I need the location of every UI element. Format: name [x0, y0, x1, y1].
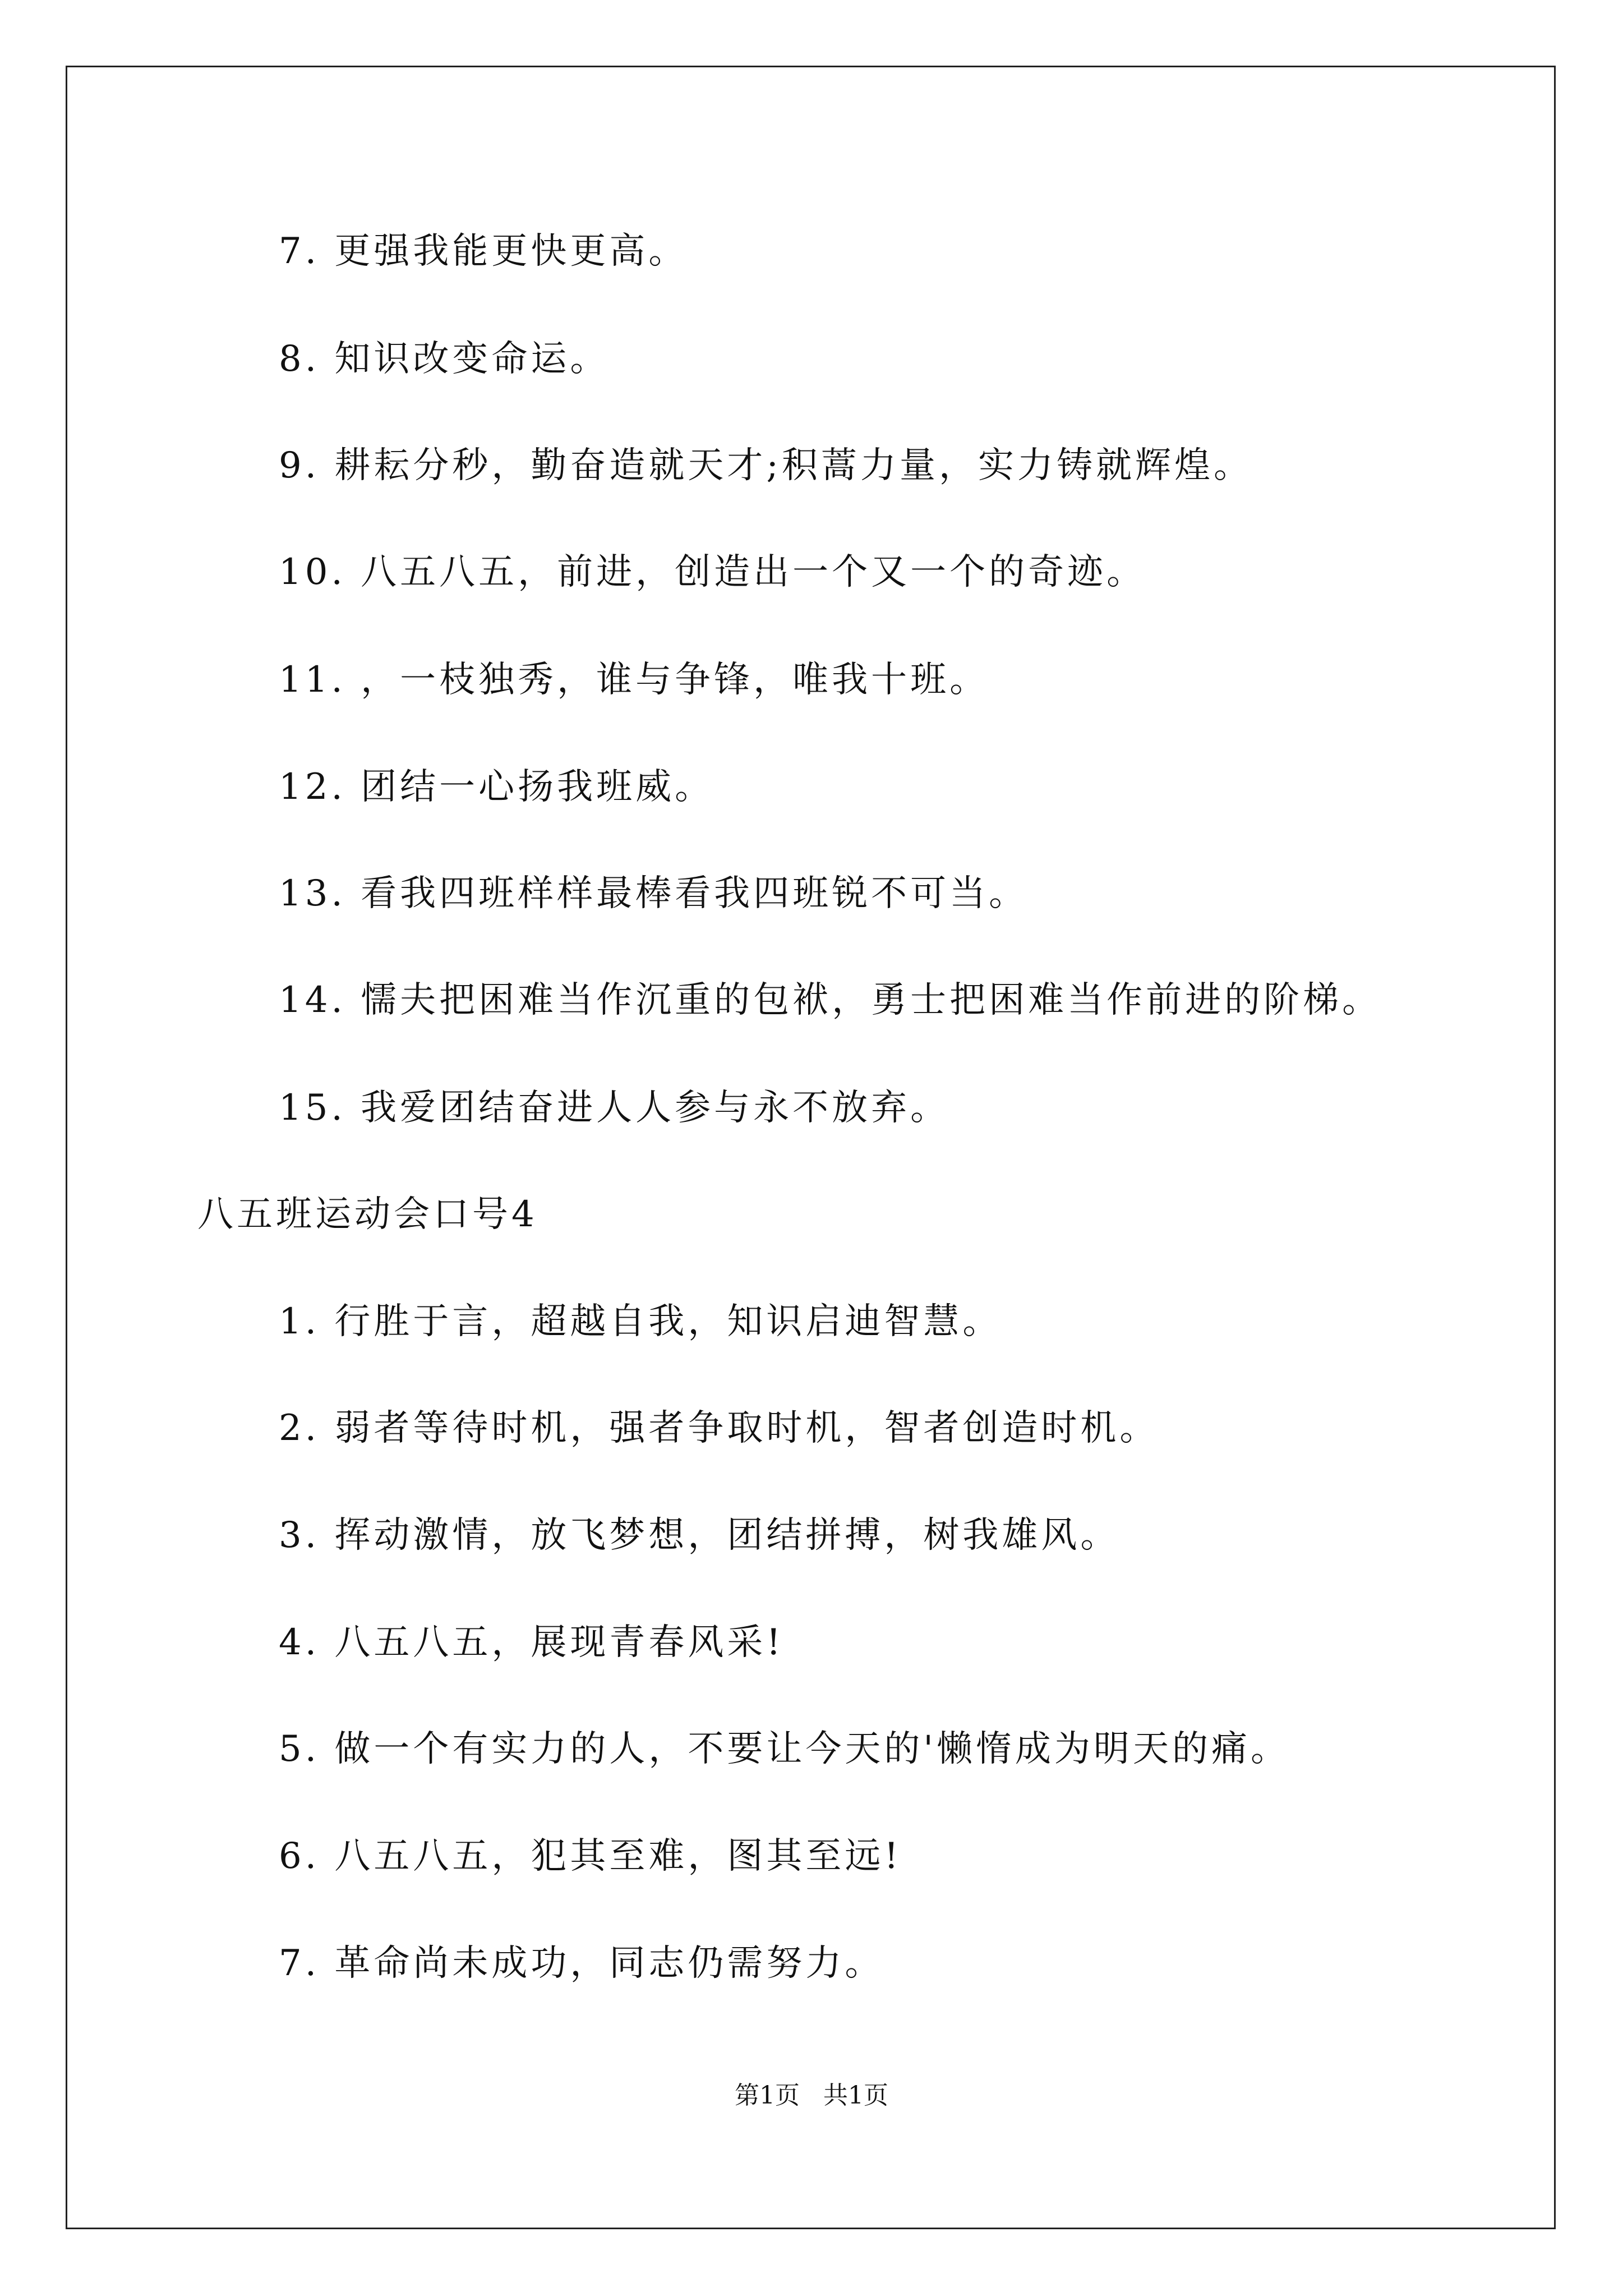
section-heading: 八五班运动会口号4: [197, 1194, 538, 1235]
slogan-line: 15. 我爱团结奋进人人参与永不放弃。: [279, 1087, 950, 1129]
slogan-line: 10. 八五八五，前进，创造出一个又一个的奇迹。: [279, 551, 1146, 593]
slogan-line: 14. 懦夫把困难当作沉重的包袱，勇士把困难当作前进的阶梯。: [279, 979, 1382, 1021]
slogan-line: 5. 做一个有实力的人，不要让今天的'懒惰成为明天的痛。: [279, 1728, 1290, 1770]
slogan-line: 13. 看我四班样样最棒看我四班锐不可当。: [279, 873, 1029, 914]
slogan-line: 2. 弱者等待时机，强者争取时机，智者创造时机。: [279, 1407, 1159, 1449]
slogan-line: 7. 革命尚未成功，同志仍需努力。: [279, 1943, 884, 1984]
page-footer: 第1页 共1页: [735, 2081, 888, 2110]
page-border: [66, 66, 1556, 2229]
slogan-line: 9. 耕耘分秒，勤奋造就天才;积蒿力量，实力铸就辉煌。: [279, 445, 1253, 486]
slogan-line: 12. 团结一心扬我班威。: [279, 766, 714, 808]
slogan-line: 8. 知识改变命运。: [279, 338, 610, 380]
slogan-line: 1. 行胜于言，超越自我，知识启迪智慧。: [279, 1301, 1002, 1342]
slogan-line: 11. ，一枝独秀，谁与争锋，唯我十班。: [279, 659, 989, 701]
slogan-line: 3. 挥动激情，放飞梦想，团结拼搏，树我雄风。: [279, 1515, 1120, 1556]
slogan-line: 7. 更强我能更快更高。: [279, 231, 688, 272]
slogan-line: 4. 八五八五，展现青春风采!: [279, 1622, 785, 1663]
slogan-line: 6. 八五八五，犯其至难，图其至远!: [279, 1835, 902, 1877]
